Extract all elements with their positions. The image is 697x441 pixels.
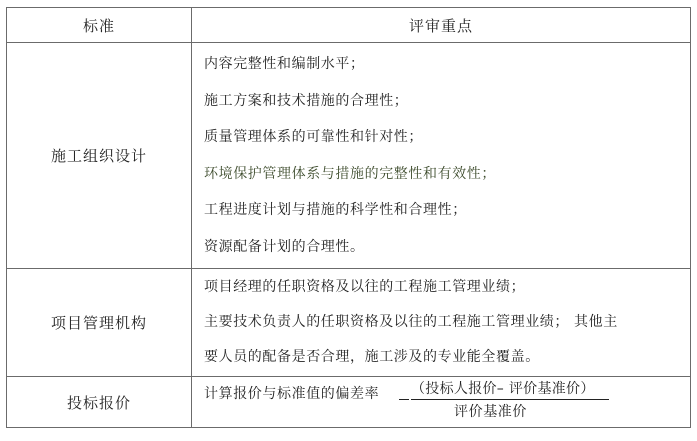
list-item: 环境保护管理体系与措施的完整性和有效性； [204,165,496,182]
review-points-text [204,270,682,375]
header-review-points: 评审重点 [192,8,691,43]
review-points-cell [192,269,691,377]
list-item: 主要技术负责人的任职资格及以往的工程施工管理业绩； 其他主 [204,314,618,330]
formula-denominator: 评价基准价 [454,404,527,420]
formula-numerator: （投标人报价– 评价基准价） [411,381,595,397]
list-item: 施工方案和技术措施的合理性； [204,92,409,109]
list-item: 要人员的配备是否合理，施工涉及的专业能全覆盖。 [204,349,540,365]
review-points-cell [192,43,691,269]
list-item: 资源配备计划的合理性。 [204,238,365,255]
table-row [7,269,691,377]
table-header-row [7,8,691,43]
list-item: 质量管理体系的可靠性和针对性； [204,129,423,145]
list-item: 项目经理的任职资格及以往的工程施工管理业绩； [204,279,526,295]
list-item: 内容完整性和编制水平； [204,56,365,72]
formula-equals-underline [399,399,409,400]
review-points-cell [192,377,691,428]
standard-cell: 投标报价 [7,377,192,428]
standard-cell: 施工组织设计 [7,43,192,269]
list-item: 工程进度计划与措施的科学性和合理性； [204,202,467,218]
formula-label: 计算报价与标准值的偏差率 [204,386,380,402]
fraction-bar [411,399,609,400]
header-standard: 标准 [7,8,192,43]
review-criteria-table [6,7,691,428]
table-row [7,43,691,269]
table-row [7,377,691,428]
deviation-rate-formula [204,377,682,427]
standard-cell: 项目管理机构 [7,269,192,377]
